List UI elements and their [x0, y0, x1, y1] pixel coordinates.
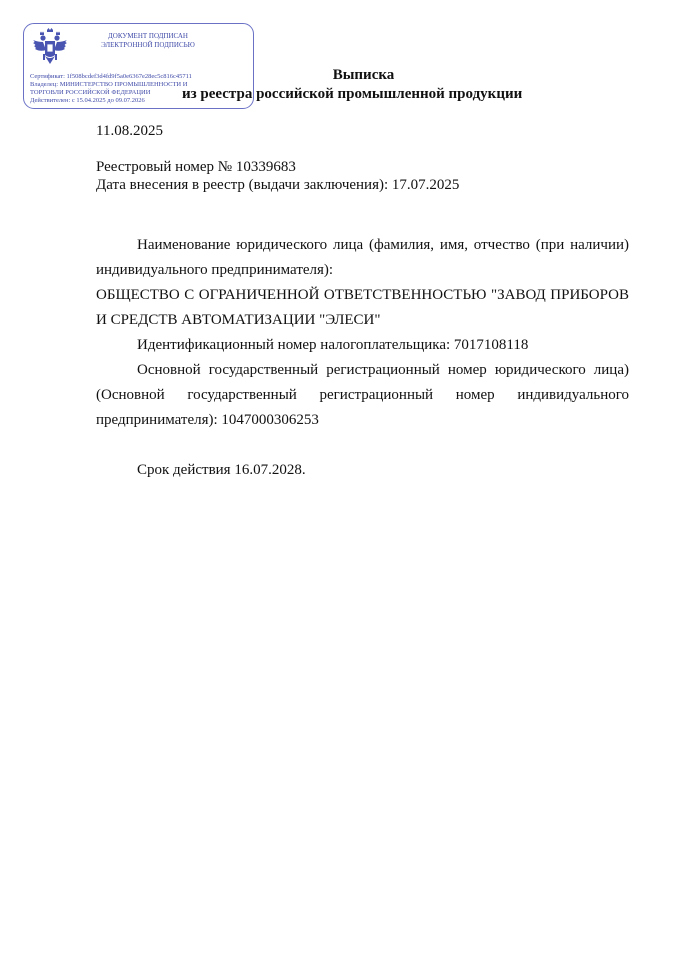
ogrn-line: Основной государственный регистрационный номер юридического лица) (Основной государственный регистрационный номер индивидуального предпринимателя): 1047000306253 [96, 362, 629, 428]
validity-term: Срок действия 16.07.2028. [137, 462, 306, 478]
document-date: 11.08.2025 [96, 123, 163, 139]
stamp-owner-line-2: ТОРГОВЛИ РОССИЙСКОЙ ФЕДЕРАЦИИ [30, 89, 151, 96]
stamp-validity: Действителен: с 15.04.2025 до 09.07.2026 [30, 97, 145, 104]
stamp-certificate: Сертификат: 1f508bcdef3d4fd9f5a0e6367e28ec5c816c45711 [30, 73, 192, 80]
entity-name-value: ОБЩЕСТВО С ОГРАНИЧЕННОЙ ОТВЕТСТВЕННОСТЬЮ "ЗАВОД ПРИБОРОВ И СРЕДСТВ АВТОМАТИЗАЦИИ "ЭЛЕСИ" [96, 287, 629, 328]
document-title: Выписка [332, 67, 395, 83]
entity-name-label: Наименование юридического лица (фамилия, имя, отчество (при наличии) индивидуального предпринимателя): [96, 237, 629, 278]
stamp-owner-line-1: Владелец: МИНИСТЕРСТВО ПРОМЫШЛЕННОСТИ И [30, 81, 188, 88]
double-headed-eagle-emblem-icon [32, 28, 68, 68]
registry-entry-date: Дата внесения в реестр (выдачи заключения): 17.07.2025 [96, 177, 460, 193]
registry-number: Реестровый номер № 10339683 [96, 159, 296, 175]
document-subtitle: из реестра российской промышленной продукции [182, 86, 523, 102]
inn-line: Идентификационный номер налогоплательщика: 7017108118 [137, 337, 529, 353]
stamp-header: ДОКУМЕНТ ПОДПИСАН ЭЛЕКТРОННОЙ ПОДПИСЬЮ [101, 32, 195, 49]
